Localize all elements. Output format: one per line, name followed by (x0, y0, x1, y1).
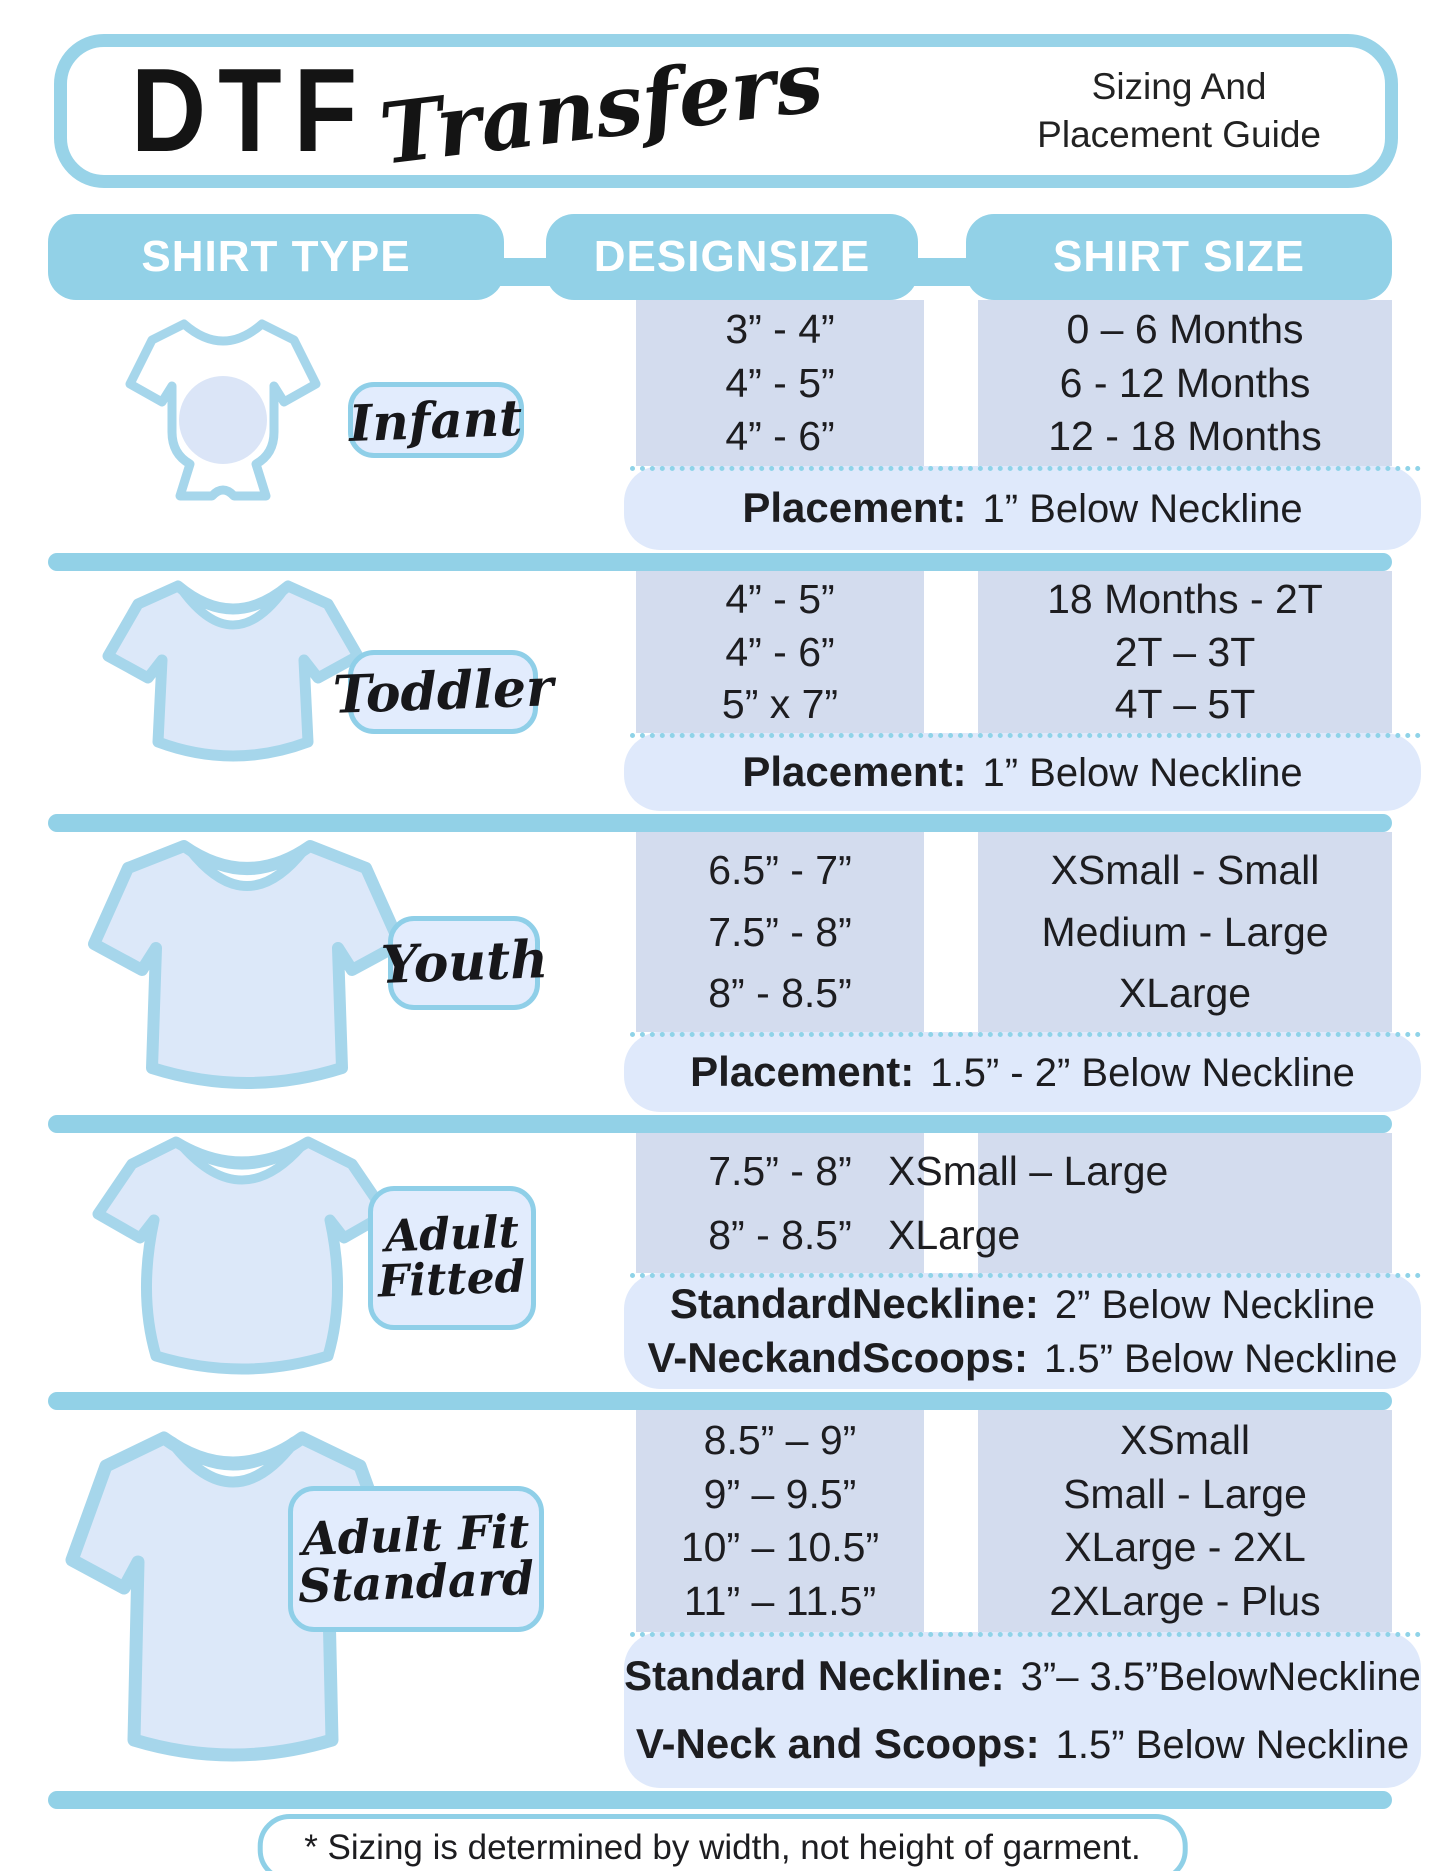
row-divider (48, 1791, 1392, 1809)
toddler-tshirt-icon (98, 568, 368, 788)
design-size-value: 4” - 5” (725, 359, 835, 406)
design-size-value: 7.5” - 8” (708, 1148, 852, 1194)
design-size-value: 8” - 8.5” (708, 970, 852, 1017)
placement-line (624, 1280, 1421, 1328)
design-size-value: 6.5” - 7” (708, 846, 852, 893)
placement-value: 1” Below Neckline (982, 751, 1303, 795)
placement-value: 3”– 3.5”BelowNeckline (1020, 1655, 1421, 1699)
placement-label: V-Neck and Scoops: (635, 1720, 1040, 1767)
design-size-value: 8.5” – 9” (703, 1416, 857, 1463)
placement-value: 1.5” Below Neckline (1055, 1723, 1410, 1767)
toddler-shirt-size-column (978, 571, 1392, 733)
brand-dtf-text: DTF (131, 44, 370, 177)
placement-label: Placement: (742, 748, 967, 795)
design-size-value: 9” – 9.5” (703, 1470, 857, 1517)
shirt-size-value: Small - Large (1063, 1470, 1307, 1517)
infant-shirt-size-column (978, 300, 1392, 466)
guide-subtitle (1037, 63, 1321, 159)
shirt-size-value: XSmall (1120, 1416, 1250, 1463)
shirt-size-value: XLarge (1118, 970, 1252, 1017)
dotted-separator (630, 1273, 1421, 1278)
placement-value: 1” Below Neckline (982, 487, 1303, 531)
adult-standard-placement-band (624, 1632, 1421, 1788)
placement-label: V-NeckandScoops: (647, 1334, 1028, 1382)
shirt-size-value: XLarge - 2XL (1064, 1524, 1306, 1571)
header (54, 30, 1398, 188)
row-label-line-2: Fitted (377, 1251, 527, 1308)
header-connector-bar (914, 258, 970, 286)
adult-fitted-placement-band (624, 1273, 1421, 1389)
adult-fitted-tshirt-icon (82, 1124, 402, 1389)
brand-transfers-text: Transfers (374, 30, 829, 184)
shirt-size-value: 2XLarge - Plus (1049, 1578, 1321, 1625)
placement-line (624, 1048, 1421, 1096)
shirt-size-value: Medium - Large (1041, 908, 1329, 955)
placement-line (624, 484, 1421, 532)
adult-fit-standard-label-badge (288, 1486, 544, 1632)
adult-fitted-label-badge (368, 1186, 536, 1330)
dotted-separator (630, 1032, 1421, 1037)
toddler-placement-band (624, 733, 1421, 811)
shirt-size-value: XSmall - Small (1050, 846, 1320, 893)
youth-placement-band (624, 1032, 1421, 1112)
shirt-size-value: 12 - 18 Months (1048, 412, 1322, 459)
dotted-separator (630, 466, 1421, 471)
placement-label: Standard Neckline: (624, 1652, 1005, 1699)
column-header-design-size: DESIGNSIZE (546, 214, 918, 300)
design-size-value: 7.5” - 8” (708, 908, 852, 955)
design-size-value: 4” - 5” (725, 576, 835, 623)
youth-tshirt-icon (82, 822, 412, 1112)
shirt-size-value: 4T – 5T (1114, 680, 1256, 727)
row-label-line-1: Adult Fit (301, 1504, 531, 1567)
adult-standard-design-size-column (636, 1410, 924, 1632)
subtitle-line-2: Placement Guide (1037, 114, 1321, 155)
design-size-value: 10” – 10.5” (680, 1524, 880, 1571)
placement-label: StandardNeckline: (670, 1279, 1039, 1327)
adult-standard-shirt-size-column (978, 1410, 1392, 1632)
placement-value: 2” Below Neckline (1054, 1282, 1375, 1327)
placement-line (624, 748, 1421, 796)
design-size-value: 5” x 7” (721, 680, 839, 727)
design-size-value: 4” - 6” (725, 628, 835, 675)
placement-value: 1.5” Below Neckline (1043, 1337, 1398, 1382)
shirt-size-value: 6 - 12 Months (1059, 359, 1311, 406)
placement-value: 1.5” - 2” Below Neckline (930, 1051, 1355, 1095)
placement-line (624, 1334, 1421, 1382)
toddler-design-size-column (636, 571, 924, 733)
shirt-size-value: XLarge (888, 1212, 1021, 1258)
placement-label: Placement: (742, 484, 967, 531)
shirt-size-value: 2T – 3T (1114, 628, 1256, 675)
column-header-shirt-type: SHIRT TYPE (48, 214, 504, 300)
header-connector-bar (500, 258, 550, 286)
shirt-size-value: 0 – 6 Months (1066, 306, 1304, 353)
dotted-separator (630, 1632, 1421, 1637)
placement-line (624, 1720, 1421, 1768)
brand-logo (131, 30, 829, 184)
sizing-footnote: * Sizing is determined by width, not height of garment. (257, 1814, 1188, 1871)
youth-design-size-column (636, 832, 924, 1032)
row-label-line-2: Standard (297, 1550, 535, 1614)
placement-label: Placement: (690, 1048, 915, 1095)
design-size-value: 8” - 8.5” (708, 1212, 852, 1258)
infant-onesie-icon (118, 310, 328, 550)
design-size-value: 11” – 11.5” (683, 1578, 877, 1625)
shirt-size-value: 18 Months - 2T (1047, 576, 1323, 623)
placement-line (624, 1652, 1421, 1700)
infant-label-badge (348, 382, 524, 458)
row-label: Youth (379, 929, 549, 997)
infant-placement-band (624, 466, 1421, 550)
toddler-label-badge (331, 650, 555, 734)
subtitle-line-1: Sizing And (1091, 65, 1267, 107)
design-size-value: 3” - 4” (725, 306, 835, 353)
row-label: Infant (348, 387, 524, 453)
shirt-size-value: XSmall – Large (888, 1148, 1169, 1194)
row-label: Toddler (331, 657, 555, 727)
row-label-line-1: Adult (384, 1206, 520, 1263)
column-header-shirt-size: SHIRT SIZE (966, 214, 1392, 300)
infant-design-size-column (636, 300, 924, 466)
youth-shirt-size-column (978, 832, 1392, 1032)
design-size-value: 4” - 6” (725, 412, 835, 459)
dotted-separator (630, 733, 1421, 738)
youth-label-badge (379, 916, 549, 1010)
